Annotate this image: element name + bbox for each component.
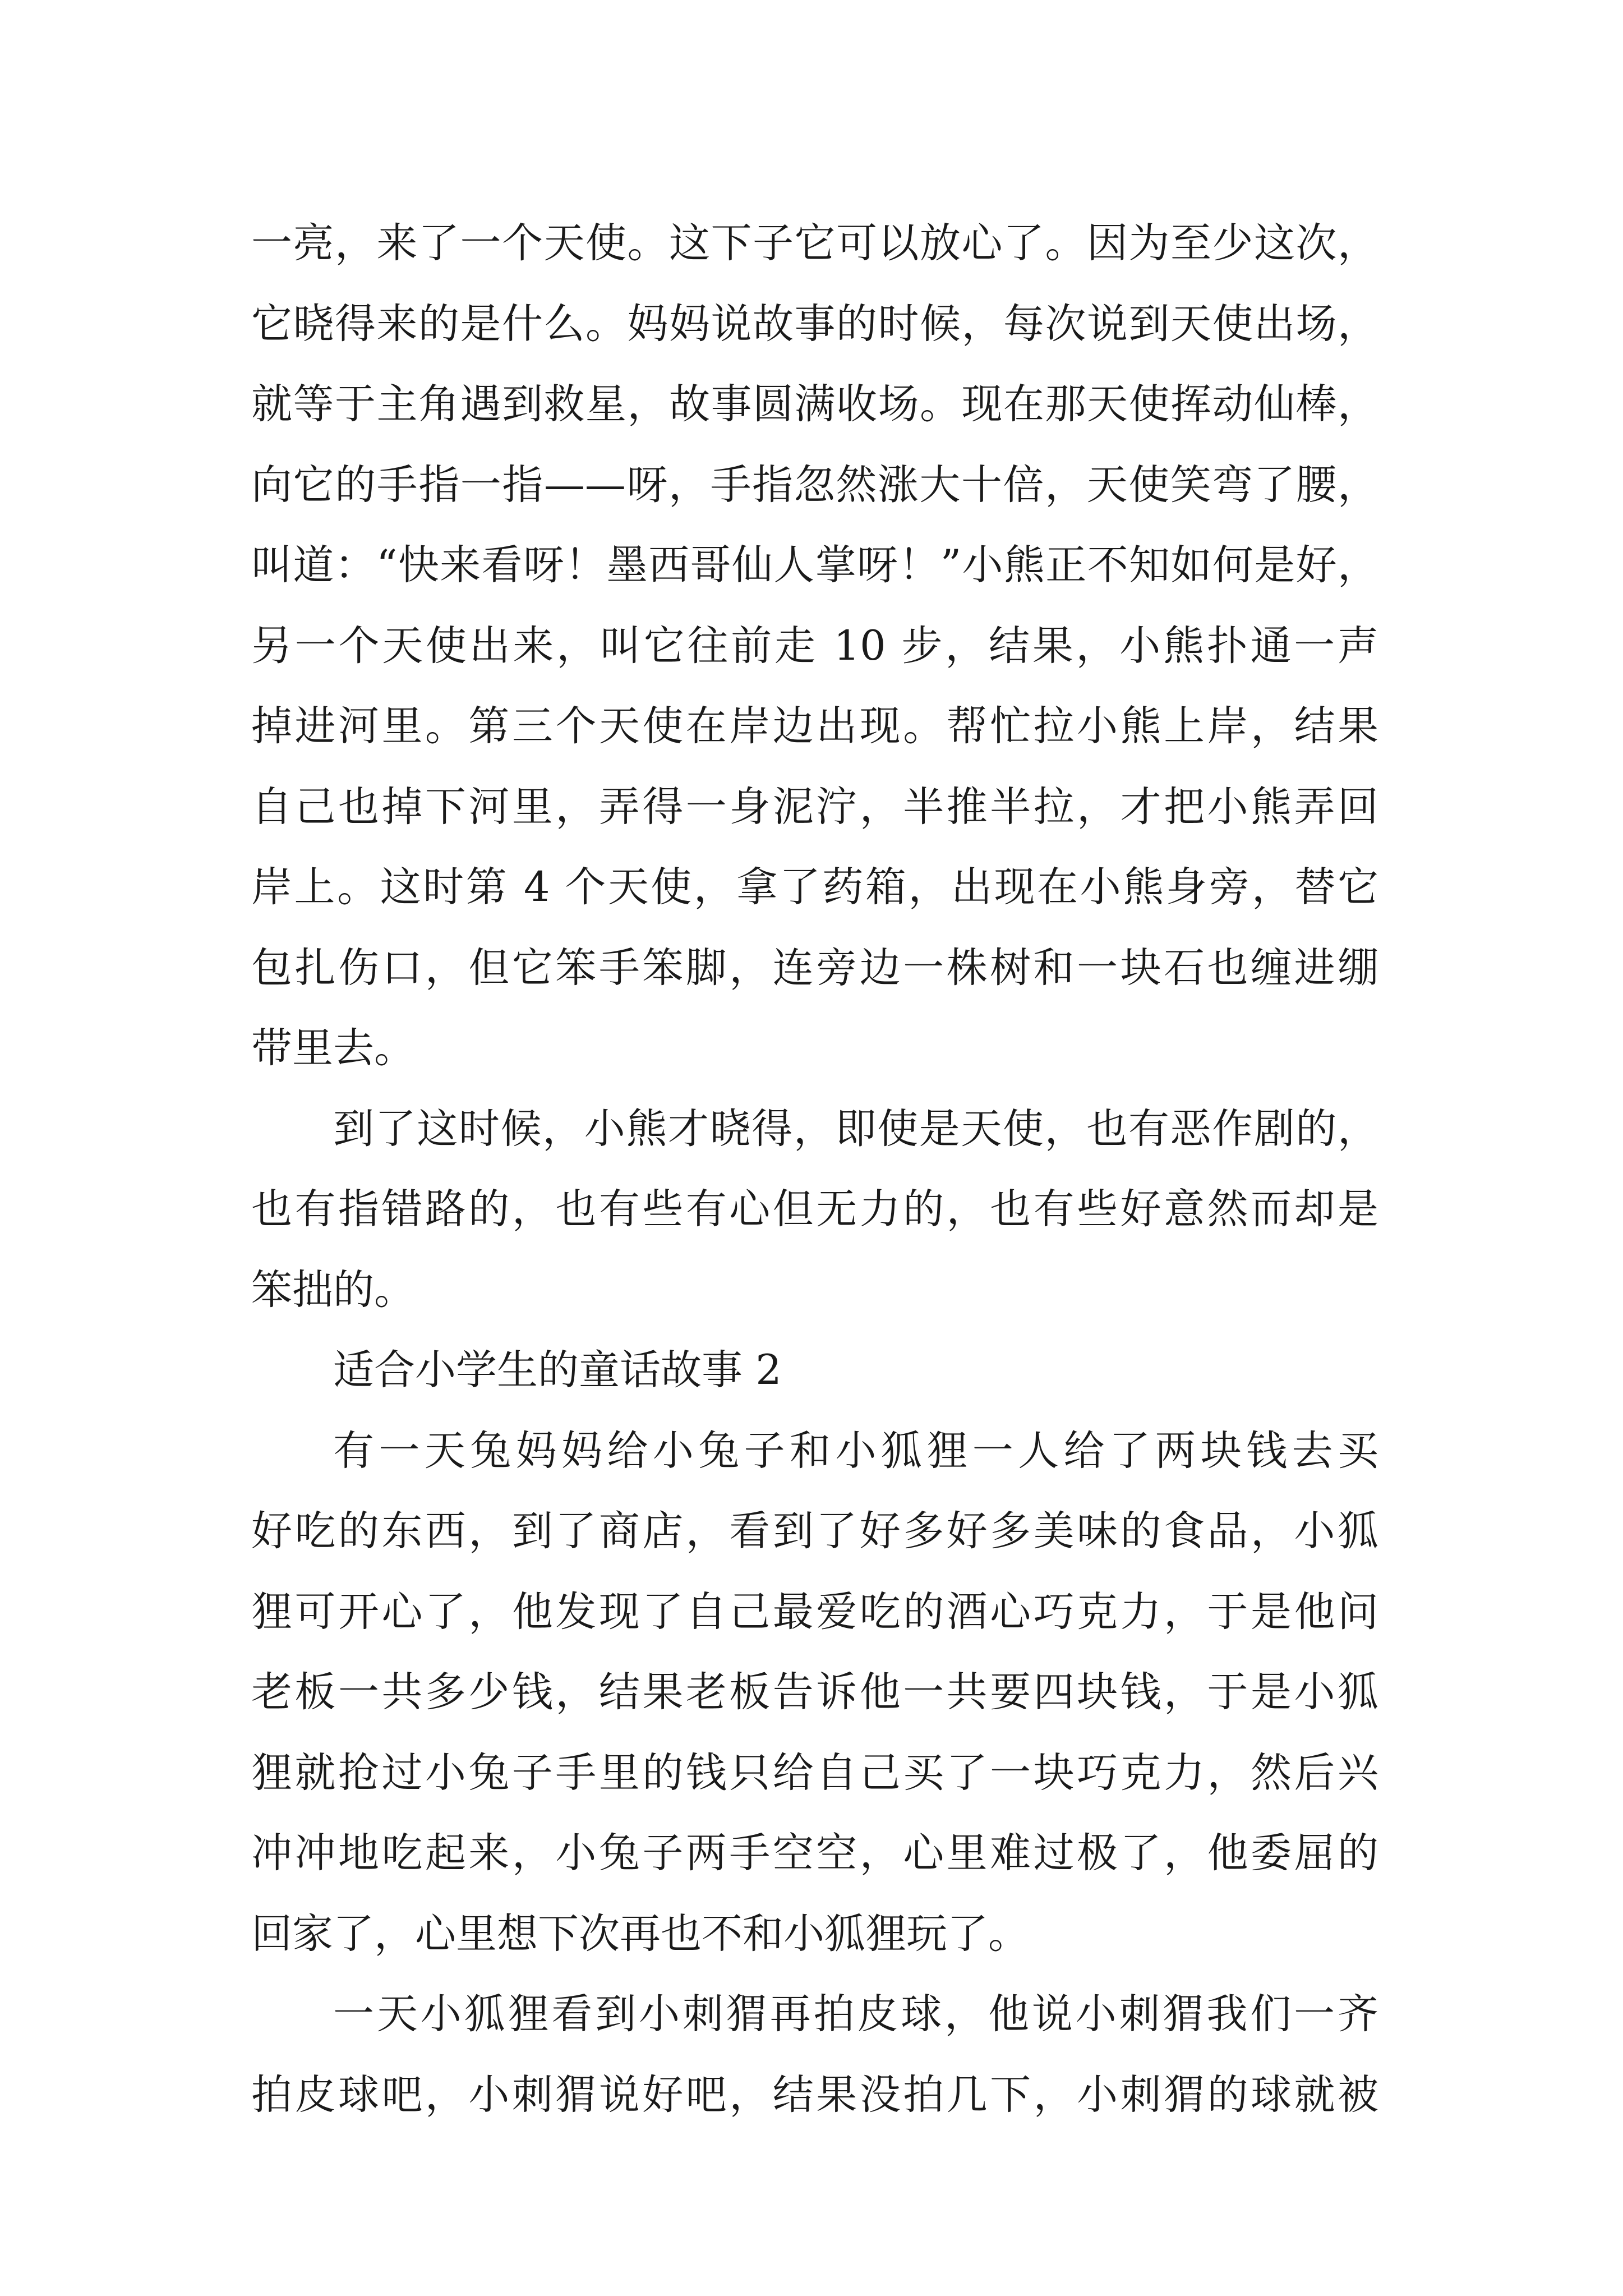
text-line: 包扎伤口，但它笨手笨脚，连旁边一株树和一块石也缠进绷 — [251, 944, 1378, 992]
text-line: 一亮，来了一个天使。这下子它可以放心了。因为至少这次， — [251, 219, 1378, 267]
text-line: 它晓得来的是什么。妈妈说故事的时候，每次说到天使出场， — [251, 300, 1378, 348]
text-line: 就等于主角遇到救星，故事圆满收场。现在那天使挥动仙棒， — [251, 380, 1378, 428]
text-line: 拍皮球吧，小刺猬说好吧，结果没拍几下，小刺猬的球就被 — [251, 2070, 1378, 2119]
text-line: 好吃的东西，到了商店，看到了好多好多美味的食品，小狐 — [251, 1507, 1378, 1555]
text-line: 笨拙的。 — [251, 1266, 415, 1314]
paragraph-first-line: 到了这时候，小熊才晓得，即使是天使，也有恶作剧的， — [333, 1105, 1378, 1153]
paragraph-first-line: 一天小狐狸看到小刺猬再拍皮球，他说小刺猬我们一齐 — [333, 1990, 1378, 2038]
text-line: 岸上。这时第 4 个天使，拿了药箱，出现在小熊身旁，替它 — [251, 863, 1378, 911]
text-line: 老板一共多少钱，结果老板告诉他一共要四块钱，于是小狐 — [251, 1668, 1378, 1716]
text-line: 叫道：“快来看呀！墨西哥仙人掌呀！”小熊正不知如何是好， — [251, 541, 1378, 589]
section-heading: 适合小学生的童话故事 2 — [333, 1346, 782, 1394]
paragraph-first-line: 有一天兔妈妈给小兔子和小狐狸一人给了两块钱去买 — [333, 1427, 1378, 1475]
text-line: 带里去。 — [251, 1024, 415, 1072]
text-line: 冲冲地吃起来，小兔子两手空空，心里难过极了，他委屈的 — [251, 1829, 1378, 1877]
text-line: 掉进河里。第三个天使在岸边出现。帮忙拉小熊上岸，结果 — [251, 702, 1378, 750]
text-line: 向它的手指一指——呀，手指忽然涨大十倍，天使笑弯了腰， — [251, 461, 1378, 509]
text-line: 也有指错路的，也有些有心但无力的，也有些好意然而却是 — [251, 1185, 1378, 1233]
text-line: 回家了，心里想下次再也不和小狐狸玩了。 — [251, 1910, 1029, 1958]
text-line: 另一个天使出来，叫它往前走 10 步，结果，小熊扑通一声 — [251, 622, 1378, 670]
text-line: 自己也掉下河里，弄得一身泥泞，半推半拉，才把小熊弄回 — [251, 783, 1378, 831]
text-line: 狸就抢过小兔子手里的钱只给自己买了一块巧克力，然后兴 — [251, 1749, 1378, 1797]
text-line: 狸可开心了，他发现了自己最爱吃的酒心巧克力，于是他问 — [251, 1588, 1378, 1636]
body-text — [251, 203, 1378, 2135]
